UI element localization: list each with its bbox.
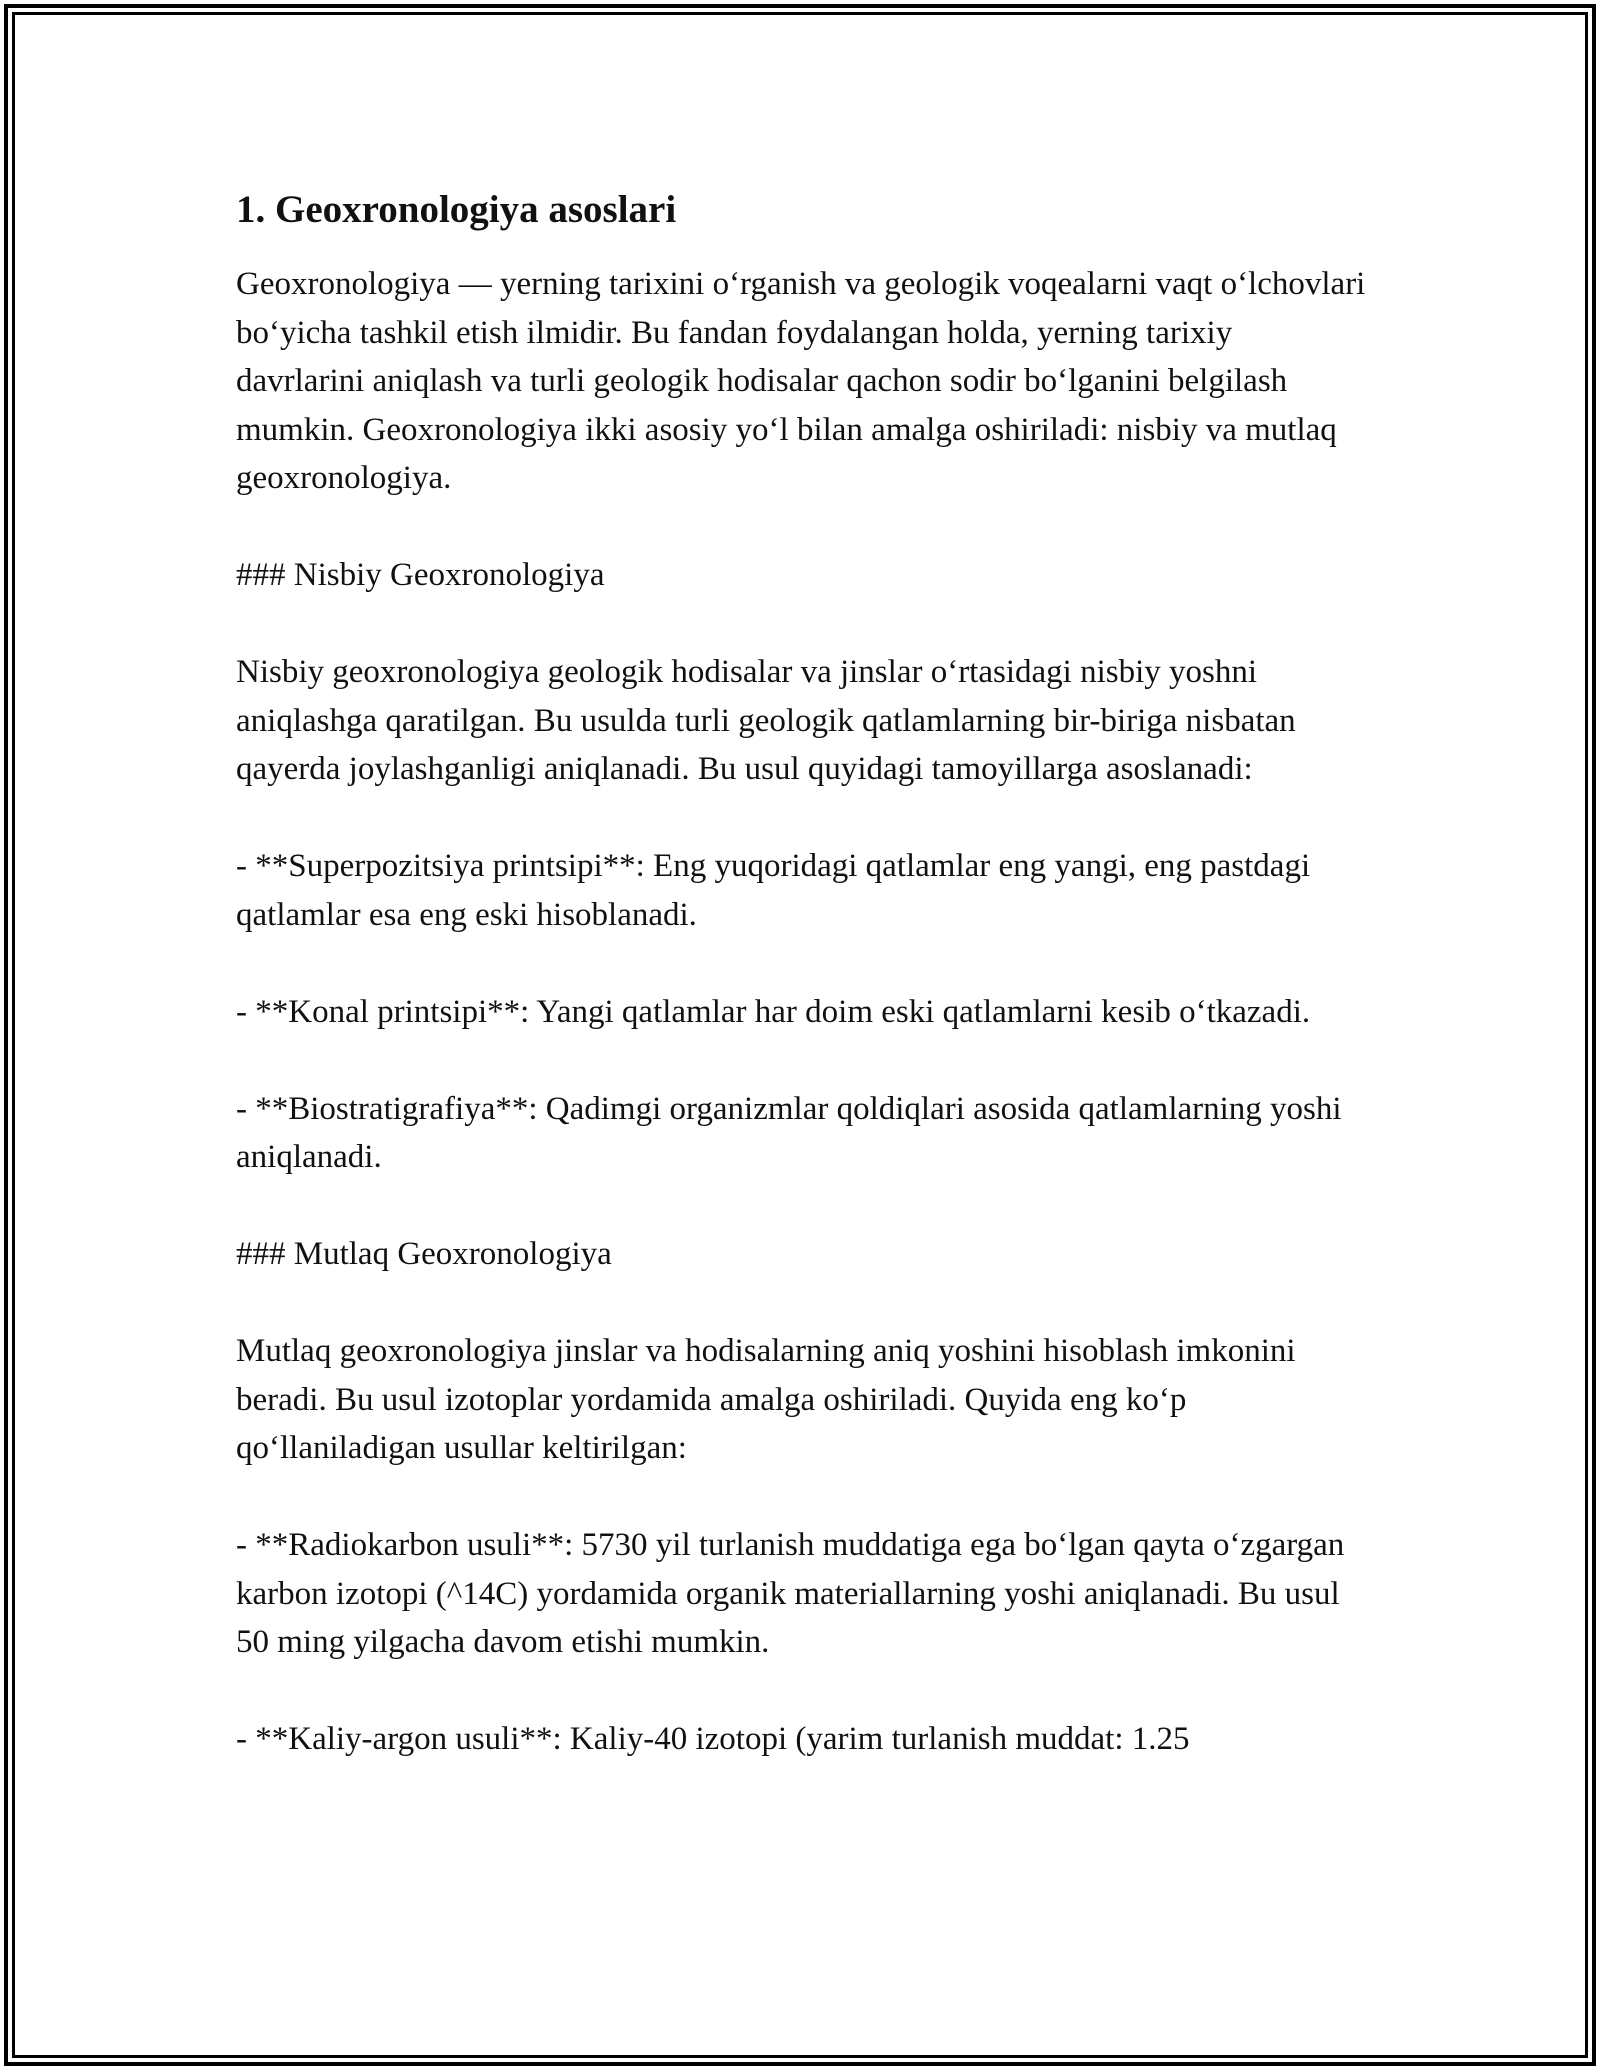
list-item-kaliy-argon: - **Kaliy-argon usuli**: Kaliy-40 izotopi (yarim turlanish muddat: 1.25 xyxy=(236,1721,1190,1757)
list-item-biostratigrafiya: - **Biostratigrafiya**: Qadimgi organizmlar qoldiqlari asosida qatlamlarning yoshi aniqlanadi. xyxy=(236,1090,1350,1175)
document-title: 1. Geoxronologiya asoslari xyxy=(236,188,677,231)
heading-mutlaq: ### Mutlaq Geoxronologiya xyxy=(236,1236,612,1272)
paragraph-intro: Geoxronologiya — yerning tarixini o‘rganish va geologik voqealarni vaqt o‘lchovlari bo‘yicha tashkil etish ilmidir. Bu fandan foydalangan holda, yerning tarixiy davrlarini aniqlash va turli geologik hodisalar qachon sodir bo‘lganini belgilash mumkin. Geoxronologiya ikki asosiy yo‘l bilan amalga oshiriladi: nisbiy va mutlaq geoxronologiya. xyxy=(236,266,1374,496)
paragraph-mutlaq: Mutlaq geoxronologiya jinslar va hodisalarning aniq yoshini hisoblash imkonini beradi. Bu usul izotoplar yordamida amalga oshiriladi. Quyida eng ko‘p qo‘llaniladigan usullar keltirilgan: xyxy=(236,1333,1304,1466)
list-item-radiokarbon: - **Radiokarbon usuli**: 5730 yil turlanish muddatiga ega bo‘lgan qayta o‘zgargan karbon izotopi (^14C) yordamida organik materiallarning yoshi aniqlanadi. Bu usul 50 ming yilgacha davom etishi mumkin. xyxy=(236,1527,1353,1660)
paragraph-nisbiy: Nisbiy geoxronologiya geologik hodisalar va jinslar o‘rtasidagi nisbiy yoshni aniqlashga qaratilgan. Bu usulda turli geologik qatlamlarning bir-biriga nisbatan qayerda joylashganligi aniqlanadi. Bu usul quyidagi tamoyillarga asoslanadi: xyxy=(236,654,1304,787)
list-item-superpozitsiya: - **Superpozitsiya printsipi**: Eng yuqoridagi qatlamlar eng yangi, eng pastdagi qatlamlar esa eng eski hisoblanadi. xyxy=(236,848,1319,933)
heading-nisbiy: ### Nisbiy Geoxronologiya xyxy=(236,557,605,593)
document-body xyxy=(236,186,1374,1812)
list-item-konal: - **Konal printsipi**: Yangi qatlamlar har doim eski qatlamlarni kesib o‘tkazadi. xyxy=(236,993,1311,1030)
